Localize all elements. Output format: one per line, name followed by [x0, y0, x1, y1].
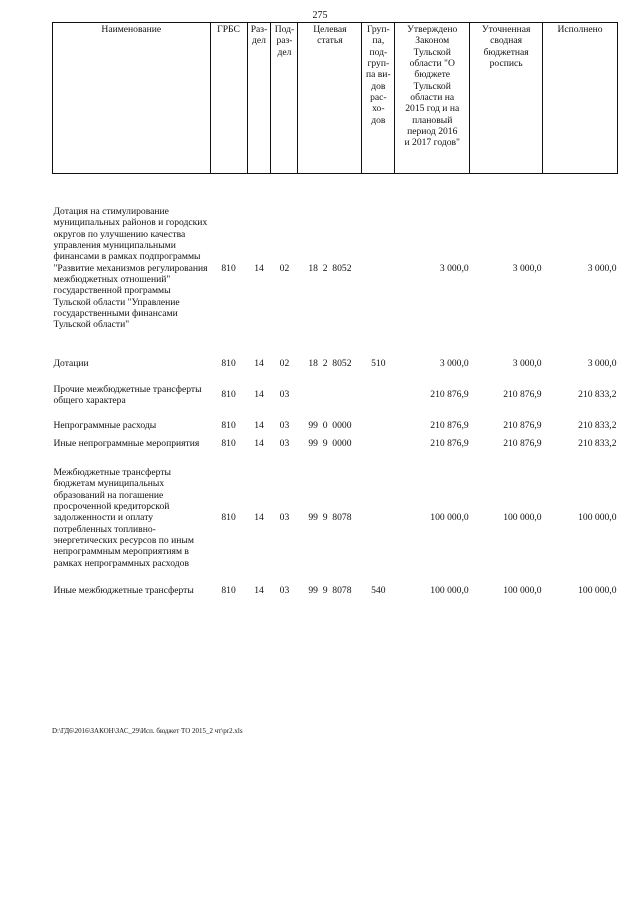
row-approved: 210 876,9: [430, 420, 469, 432]
row-razdel: 14: [254, 389, 264, 401]
row-grbs: 810: [221, 358, 236, 370]
row-name: Непрограммные расходы: [53, 420, 157, 432]
row-refined: 210 876,9: [503, 389, 542, 401]
row-group: [362, 420, 395, 431]
header-group: Груп- па, под- груп- па ви- дов рас- хо- дов: [362, 23, 395, 174]
row-approved: 100 000,0: [430, 584, 469, 596]
row-podrazdel: 02: [279, 262, 290, 274]
row-razdel: 14: [254, 420, 264, 432]
table-row: [53, 438, 618, 449]
row-name: Дотации: [53, 358, 89, 370]
row-approved: 210 876,9: [430, 389, 469, 401]
table-row: [53, 585, 618, 596]
row-group: [362, 438, 395, 449]
header-refined: Уточненная сводная бюджетная роспись: [470, 23, 543, 174]
row-executed: 100 000,0: [578, 512, 617, 524]
row-group: [362, 384, 395, 407]
row-approved: 3 000,0: [439, 262, 469, 274]
row-grbs: 810: [221, 512, 236, 524]
row-name: Межбюджетные трансферты бюджетам муниципальных образований на погашение просроченной кредиторской задолженности и оплату потребленных топливно-энергетических ресурсов по иным непрограммным мероприятиям в рамках непрограммных расходов: [53, 467, 194, 569]
row-refined: 210 876,9: [503, 420, 542, 432]
row-approved: 100 000,0: [430, 512, 469, 524]
row-grbs: 810: [221, 420, 236, 432]
header-name: Наименование: [53, 23, 211, 174]
row-group: [362, 206, 395, 330]
row-razdel: 14: [254, 358, 264, 370]
row-approved: 3 000,0: [439, 358, 469, 370]
row-grbs: 810: [221, 262, 236, 274]
row-executed: 210 833,2: [578, 437, 617, 449]
row-podrazdel: 03: [279, 389, 290, 401]
header-grbs: ГРБС: [210, 23, 247, 174]
page-number: 275: [312, 10, 328, 21]
row-executed: 100 000,0: [578, 584, 617, 596]
table-row: [53, 420, 618, 431]
row-refined: 100 000,0: [503, 512, 542, 524]
row-target: 99 9 0000: [308, 437, 352, 449]
row-podrazdel: 03: [279, 584, 290, 596]
row-refined: 3 000,0: [512, 262, 542, 274]
budget-table: [52, 22, 618, 596]
table-row: [53, 206, 618, 330]
row-group: [362, 467, 395, 569]
header-target: Целевая статья: [298, 23, 362, 174]
header-approved: Утверждено Законом Тульской области "О бюджете Тульской области на 2015 год и на плановый период 2016 и 2017 годов": [395, 23, 470, 174]
row-name: Дотация на стимулирование муниципальных районов и городских округов по улучшению качества управления муниципальными финансами в рамках подпрограммы "Развитие механизмов регулирования межбюджетных отношений" государственной программы Тульской области "Управление государственными финансами Тульской области": [53, 206, 208, 331]
row-target: 99 0 0000: [308, 420, 352, 432]
row-razdel: 14: [254, 437, 264, 449]
table-header-row: [53, 23, 618, 174]
row-executed: 210 833,2: [578, 389, 617, 401]
row-podrazdel: 02: [279, 358, 290, 370]
row-target: 99 9 8078: [308, 512, 352, 524]
row-refined: 3 000,0: [512, 358, 542, 370]
row-approved: 210 876,9: [430, 437, 469, 449]
row-group: 510: [371, 358, 386, 370]
row-razdel: 14: [254, 512, 264, 524]
row-grbs: 810: [221, 584, 236, 596]
row-name: Иные межбюджетные трансферты: [53, 584, 194, 596]
file-path-footer: D:\ГД6\2016\ЗАКОН\ЗАС_29\Исп. бюджет ТО 2015_2 чт\pr2.xls: [52, 727, 243, 735]
row-target: 18 2 8052: [308, 358, 352, 370]
row-target: 99 9 8078: [308, 584, 352, 596]
table-row: [53, 467, 618, 569]
row-executed: 3 000,0: [587, 358, 617, 370]
header-podrazdel: Под- раз- дел: [271, 23, 298, 174]
row-target: 18 2 8052: [308, 262, 352, 274]
row-refined: 210 876,9: [503, 437, 542, 449]
row-refined: 100 000,0: [503, 584, 542, 596]
row-razdel: 14: [254, 262, 264, 274]
row-executed: 210 833,2: [578, 420, 617, 432]
row-grbs: 810: [221, 437, 236, 449]
row-name: Иные непрограммные мероприятия: [53, 437, 200, 449]
header-executed: Исполнено: [543, 23, 618, 174]
row-podrazdel: 03: [279, 420, 290, 432]
row-group: 540: [371, 584, 386, 596]
header-razdel: Раз- дел: [247, 23, 271, 174]
row-target: [298, 384, 362, 407]
row-executed: 3 000,0: [587, 262, 617, 274]
row-grbs: 810: [221, 389, 236, 401]
row-name: Прочие межбюджетные трансферты общего характера: [53, 383, 202, 407]
table-row: [53, 384, 618, 407]
row-razdel: 14: [254, 584, 264, 596]
row-podrazdel: 03: [279, 437, 290, 449]
row-podrazdel: 03: [279, 512, 290, 524]
table-row: [53, 358, 618, 369]
